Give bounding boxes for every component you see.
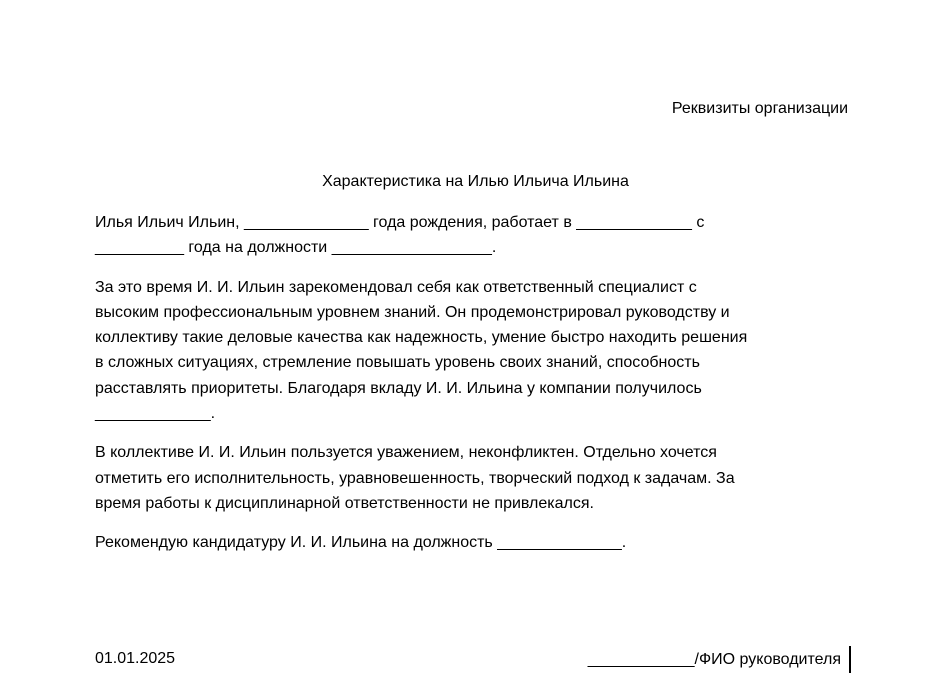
text-line[interactable]: в сложных ситуациях, стремление повышать уровень своих знаний, способность	[95, 354, 700, 372]
signature-block[interactable]	[588, 646, 851, 673]
text-line[interactable]: В коллективе И. И. Ильин пользуется уважением, неконфликтен. Отдельно хочется	[95, 444, 717, 462]
paragraph-work-qualities[interactable]	[95, 275, 870, 427]
document-title[interactable]: Характеристика на Илью Ильича Ильина	[322, 173, 629, 190]
document-body[interactable]	[95, 210, 870, 570]
document-date[interactable]: 01.01.2025	[95, 650, 176, 667]
paragraph-personal-qualities[interactable]	[95, 440, 870, 516]
text-line[interactable]: расставлять приоритеты. Благодаря вкладу И. И. Ильина у компании получилось	[95, 379, 702, 397]
document-footer	[95, 646, 851, 673]
text-line[interactable]: время работы к дисциплинарной ответственности не привлекался.	[95, 494, 594, 512]
signature-line[interactable]: ____________/ФИО руководителя	[587, 651, 841, 668]
text-line[interactable]: Илья Ильич Ильин, ______________ года рождения, работает в _____________ с	[95, 214, 705, 231]
org-requisites-placeholder[interactable]: Реквизиты организации	[671, 100, 848, 117]
paragraph-recommendation[interactable]	[95, 530, 870, 555]
text-line[interactable]: коллективу такие деловые качества как надежность, умение быстро находить решения	[95, 329, 748, 347]
text-line[interactable]: высоким профессиональным уровнем знаний. Он продемонстрировал руководству и	[95, 303, 730, 321]
text-line[interactable]: Рекомендую кандидатуру И. И. Ильина на должность ______________.	[95, 534, 627, 552]
text-line[interactable]: отметить его исполнительность, уравновешенность, творческий подход к задачам. За	[95, 469, 735, 487]
text-line[interactable]: __________ года на должности __________________.	[95, 239, 497, 257]
text-line[interactable]: За это время И. И. Ильин зарекомендовал себя как ответственный специалист с	[95, 278, 697, 296]
text-cursor	[849, 646, 851, 673]
paragraph-intro[interactable]	[95, 210, 870, 261]
text-line[interactable]: _____________.	[95, 405, 216, 423]
